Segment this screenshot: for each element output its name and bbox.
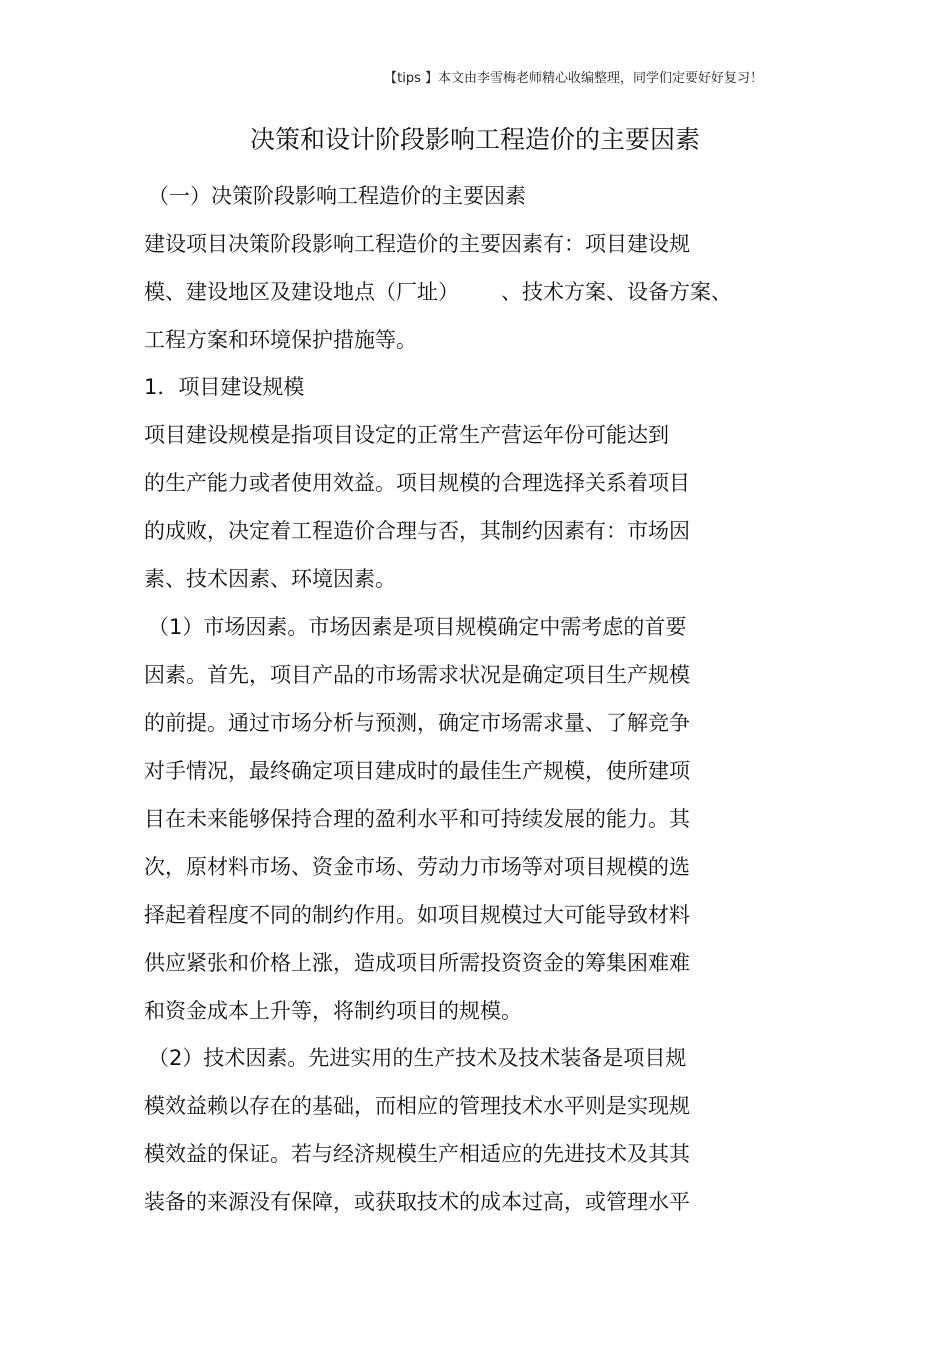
- paragraph-line: 的生产能力或者使用效益。项目规模的合理选择关系着项目: [144, 471, 690, 495]
- paragraph-line: 模效益的保证。若与经济规模生产相适应的先进技术及其其: [144, 1142, 690, 1166]
- paragraph-line: 项目建设规模是指项目设定的正常生产营运年份可能达到: [144, 423, 669, 447]
- paragraph-line: 因素。首先，项目产品的市场需求状况是确定项目生产规模: [144, 663, 690, 687]
- paragraph-line: 和资金成本上升等，将制约项目的规模。: [144, 999, 522, 1023]
- paragraph-line: 建设项目决策阶段影响工程造价的主要因素有：项目建设规: [144, 232, 690, 256]
- paragraph-line: 的前提。通过市场分析与预测，确定市场需求量、了解竞争: [144, 711, 690, 735]
- paragraph-line: 装备的来源没有保障，或获取技术的成本过高，或管理水平: [144, 1190, 690, 1214]
- paragraph-line: 工程方案和环境保护措施等。: [144, 328, 417, 352]
- subsection-heading: 1．项目建设规模: [144, 375, 305, 399]
- paragraph-line: [144, 277, 732, 307]
- paragraph-line: 素、技术因素、环境因素。: [144, 567, 396, 591]
- paragraph-line: 供应紧张和价格上涨，造成项目所需投资资金的筹集困难难: [144, 951, 690, 975]
- paragraph-line: 次，原材料市场、资金市场、劳动力市场等对项目规模的选: [144, 855, 690, 879]
- paragraph-line: （2）技术因素。先进实用的生产技术及技术装备是项目规: [148, 1046, 687, 1070]
- paragraph-line: 的成败，决定着工程造价合理与否，其制约因素有：市场因: [144, 519, 690, 543]
- paragraph-line: 对手情况，最终确定项目建成时的最佳生产规模，使所建项: [144, 759, 690, 783]
- paragraph-line: 择起着程度不同的制约作用。如项目规模过大可能导致材料: [144, 903, 690, 927]
- paragraph-line: （1）市场因素。市场因素是项目规模确定中需考虑的首要: [148, 615, 687, 639]
- paragraph-line: 目在未来能够保持合理的盈利水平和可持续发展的能力。其: [144, 807, 690, 831]
- paragraph-line-part: 模、建设地区及建设地点（厂址）: [144, 280, 459, 304]
- paragraph-line-part: 、技术方案、设备方案、: [501, 280, 732, 304]
- paragraph-line: 模效益赖以存在的基础，而相应的管理技术水平则是实现规: [144, 1094, 690, 1118]
- section-heading: （一）决策阶段影响工程造价的主要因素: [148, 184, 526, 208]
- header-tips: 【tips 】本文由李雪梅老师精心收编整理，同学们定要好好复习！: [384, 71, 763, 86]
- document-title: 决策和设计阶段影响工程造价的主要因素: [249, 125, 700, 154]
